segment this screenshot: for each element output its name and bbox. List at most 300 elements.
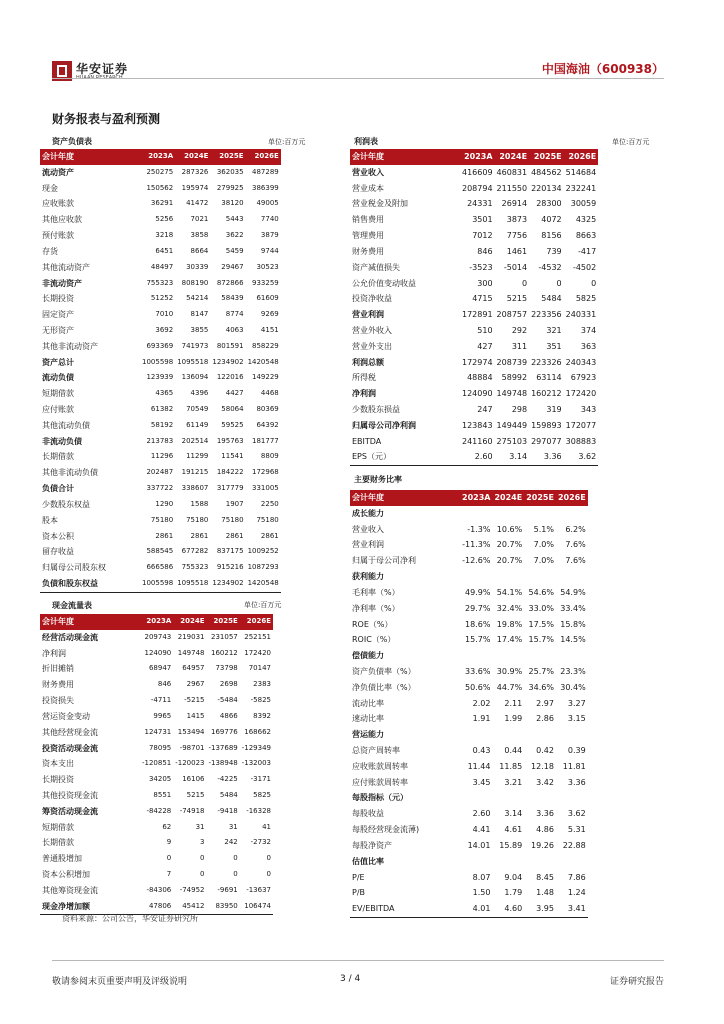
row-value: 211550 (496, 183, 528, 193)
row-value: 3218 (155, 231, 174, 240)
column-header-year: 2023A (140, 149, 175, 165)
table-row (350, 165, 598, 181)
row-label: 归属母公司净利润 (352, 420, 416, 430)
row-value: 41 (262, 822, 271, 831)
row-value (460, 506, 492, 522)
row-label: 存货 (42, 246, 58, 256)
row-value (556, 506, 588, 522)
row-value: 58439 (221, 294, 244, 303)
row-value: 362035 (216, 167, 244, 176)
row-value (556, 727, 588, 743)
row-value (460, 790, 492, 806)
row-value: 460831 (496, 167, 528, 177)
row-value: 3 (200, 838, 205, 847)
row-value: 343 (580, 405, 597, 414)
table-row (40, 228, 281, 244)
row-value (524, 727, 556, 743)
row-value: 16106 (182, 775, 205, 784)
header-divider (52, 78, 664, 79)
row-value: 4715 (472, 294, 493, 304)
row-label: 投资净收益 (352, 294, 392, 304)
row-value: 0 (266, 854, 271, 863)
row-value: 2250 (260, 499, 279, 508)
row-value: 7.6% (565, 556, 586, 566)
row-value: 4151 (260, 325, 279, 334)
row-label: 预付账款 (42, 231, 74, 241)
row-value: 5484 (541, 294, 562, 304)
row-value: 106474 (240, 899, 273, 915)
row-value: 3.36 (567, 777, 586, 787)
row-value: 3501 (472, 215, 493, 225)
row-label: 营业成本 (352, 183, 384, 193)
cash-flow-caption: 现金流量表 (52, 601, 92, 610)
row-value: 75180 (150, 515, 174, 524)
row-value: 149229 (252, 373, 279, 382)
row-label: 偿债能力 (352, 651, 384, 661)
row-value: 0.42 (536, 746, 554, 755)
row-value: 223326 (531, 357, 562, 367)
row-value (524, 854, 556, 870)
logo-text: 华安证券 (76, 62, 129, 76)
table-row (350, 244, 598, 260)
row-value: 8664 (190, 246, 209, 255)
row-value: 1290 (155, 499, 174, 508)
row-value: 30523 (256, 262, 279, 271)
row-label: ROIC（%） (352, 635, 396, 645)
row-value: -138948 (208, 759, 238, 768)
row-value: -132003 (241, 759, 271, 768)
row-value: 30.9% (496, 666, 523, 676)
table-row (350, 434, 598, 450)
row-value: 3.14 (504, 809, 523, 819)
row-value: -84228 (146, 806, 172, 815)
row-label: 销售费用 (352, 215, 384, 225)
row-value: 3.45 (472, 777, 491, 787)
row-value: -12.6% (462, 556, 491, 566)
row-label: 短期借款 (42, 389, 74, 399)
table-row (40, 725, 273, 741)
row-value: 4866 (219, 711, 238, 720)
row-value (492, 854, 524, 870)
row-value: 1095518 (177, 357, 209, 366)
row-label: 营业利润 (352, 310, 384, 320)
row-value: 7012 (472, 231, 493, 241)
row-value: 3622 (225, 231, 244, 240)
row-value: 1.50 (472, 888, 491, 898)
table-row (350, 402, 598, 418)
row-value: 6.2% (565, 524, 586, 534)
row-label: 流动比率 (352, 698, 384, 708)
row-value: 5825 (253, 790, 271, 799)
table-row (40, 212, 281, 228)
table-row (40, 756, 273, 772)
row-value: 17.4% (496, 635, 523, 645)
row-value: 3858 (190, 231, 209, 240)
row-value: 160212 (531, 389, 562, 399)
row-value: 33.6% (465, 666, 491, 676)
row-label: 净负债比率（%） (352, 682, 416, 692)
row-value: 7.6% (565, 540, 586, 550)
row-value: 31 (195, 822, 205, 831)
row-value: 172968 (252, 468, 279, 477)
row-value: 172077 (565, 420, 597, 430)
row-value: 208757 (496, 310, 528, 320)
row-label: 其他流动负债 (42, 420, 90, 430)
row-value: 9 (166, 838, 172, 847)
column-header-year: 2025E (210, 149, 245, 165)
row-value: 252151 (244, 632, 271, 641)
row-value: -84306 (146, 885, 172, 894)
row-value: 15.89 (499, 840, 523, 850)
table-row (350, 885, 588, 901)
table-row (40, 630, 273, 646)
row-value: 64957 (182, 664, 205, 673)
row-value: 386399 (252, 183, 279, 192)
row-value: 5484 (219, 790, 238, 799)
row-value: 67923 (570, 373, 597, 383)
row-value: 15.7% (528, 635, 554, 645)
row-value: 58064 (221, 405, 244, 413)
table-row (40, 291, 281, 307)
row-value (460, 854, 492, 870)
row-label: 长期投资 (42, 775, 74, 785)
row-value: 510 (477, 325, 493, 335)
table-row (350, 418, 598, 434)
row-value: -11.3% (462, 540, 491, 550)
row-value: 693369 (146, 341, 174, 350)
row-value: 59525 (221, 420, 244, 429)
row-value: 2861 (155, 531, 174, 540)
table-row (40, 883, 273, 899)
row-value: -5014 (503, 262, 528, 272)
row-value: 122016 (216, 373, 244, 382)
table-row (350, 212, 598, 228)
row-label: 估值比率 (352, 856, 384, 866)
table-row (350, 585, 588, 601)
row-label: 毛利率（%） (352, 587, 400, 597)
table-row (40, 820, 273, 836)
row-value: 487289 (252, 167, 279, 176)
table-row (40, 276, 281, 292)
row-value: 9744 (260, 246, 279, 255)
row-value: -9691 (217, 885, 238, 894)
row-label: 资本公积 (42, 531, 74, 541)
row-value: 7.86 (567, 872, 586, 882)
row-label: 公允价值变动收益 (352, 278, 416, 288)
row-value: 220134 (531, 183, 562, 193)
row-value: 75180 (186, 515, 209, 524)
table-row (40, 804, 273, 820)
row-value: 4063 (225, 325, 244, 334)
row-label: 应付账款 (42, 405, 74, 414)
row-value: 150562 (146, 183, 174, 192)
row-value: 191215 (181, 468, 209, 477)
row-value: -2732 (250, 838, 271, 847)
row-value: 25.7% (528, 666, 554, 676)
row-value: 20.7% (496, 540, 523, 550)
row-label: 营运能力 (352, 730, 384, 740)
row-value: 11296 (150, 452, 174, 461)
row-value: 17.5% (528, 619, 554, 629)
row-value: 54214 (186, 294, 209, 303)
row-value: -5484 (217, 696, 238, 705)
table-row (40, 418, 281, 434)
row-value: 4072 (541, 215, 562, 225)
column-header-year: 2026E (556, 490, 588, 506)
row-value (524, 648, 556, 664)
table-row (350, 553, 588, 569)
row-value: 30.4% (560, 682, 586, 692)
row-value: 3.14 (495, 449, 530, 465)
row-label: 每股经营现金流薄) (352, 825, 420, 835)
row-value: 1009252 (247, 547, 279, 556)
page-number: 3 / 4 (340, 974, 361, 984)
table-row (350, 711, 588, 727)
table-row (40, 434, 281, 450)
table-row (350, 196, 598, 212)
column-header-year: 2023A (140, 614, 173, 630)
row-value: 1.99 (504, 714, 523, 724)
balance-sheet-unit: 单位:百万元 (268, 138, 306, 146)
row-value: 195763 (216, 436, 244, 445)
table-row (350, 790, 588, 806)
row-value: 1.48 (536, 888, 554, 898)
row-label: EBITDA (352, 436, 382, 446)
row-value (460, 569, 492, 585)
row-value: 8156 (541, 231, 562, 241)
row-value: 12.18 (531, 761, 554, 771)
row-value: 48884 (467, 373, 493, 383)
table-row (40, 661, 273, 677)
row-value (556, 648, 588, 664)
row-label: 折旧摊销 (42, 664, 74, 674)
table-row (350, 870, 588, 886)
table-row (350, 664, 588, 680)
column-header-year: 2025E (207, 614, 240, 630)
row-value: 10.6% (496, 524, 523, 534)
table-row (40, 260, 281, 276)
row-value: 677282 (181, 547, 209, 556)
row-value: 3.15 (567, 714, 586, 724)
row-value: 1.79 (504, 888, 523, 898)
table-row (350, 854, 588, 870)
row-value: 308883 (565, 436, 597, 446)
row-value: 9269 (260, 310, 279, 319)
row-value: 41472 (186, 199, 209, 208)
row-value: 195974 (181, 183, 209, 192)
section-title: 财务报表与盈利预测 (52, 112, 161, 126)
row-label: 每股净资产 (352, 840, 392, 850)
row-label: 流动资产 (42, 167, 74, 177)
row-label: 固定资产 (42, 310, 74, 320)
row-value: 311 (511, 341, 528, 351)
row-value: 213783 (146, 436, 174, 445)
row-value: 61609 (256, 294, 279, 303)
source-note: 资料来源：公司公告，华安证券研究所 (62, 914, 198, 923)
row-label: 营业收入 (352, 524, 384, 534)
row-value: 83950 (207, 899, 240, 915)
row-value: -1.3% (467, 524, 491, 534)
row-value: 0 (522, 278, 528, 288)
row-value (460, 727, 492, 743)
table-row (40, 402, 281, 418)
income-statement-unit: 单位:百万元 (612, 138, 650, 146)
row-value: -16328 (246, 806, 271, 815)
row-value: -5215 (184, 696, 205, 705)
row-value: 241160 (462, 436, 493, 446)
row-value: 739 (546, 246, 562, 256)
table-row (350, 901, 588, 917)
row-value: 50.6% (465, 682, 491, 692)
table-row (350, 806, 588, 822)
row-label: 所得税 (352, 373, 376, 383)
disclaimer-link[interactable]: 敬请参阅末页重要声明及评级说明 (52, 977, 188, 987)
row-value: 75180 (221, 515, 244, 524)
row-value: 9.04 (504, 872, 523, 882)
row-value: 33.4% (560, 603, 586, 613)
row-value: 2861 (260, 531, 279, 540)
table-row (350, 569, 588, 585)
table-row (40, 370, 281, 386)
row-value (492, 790, 524, 806)
row-label: 负债合计 (42, 484, 74, 494)
row-label: 应收账款周转率 (352, 761, 408, 771)
row-value (492, 506, 524, 522)
row-label: 财务费用 (352, 246, 384, 256)
row-value (460, 648, 492, 664)
row-value: 33.0% (528, 603, 554, 613)
row-value (524, 790, 556, 806)
column-header-year: 2023A (460, 149, 495, 165)
row-label: 短期借款 (42, 822, 74, 832)
row-label: 非流动资产 (42, 278, 82, 288)
row-value: 321 (546, 325, 562, 335)
row-label: 少数股东损益 (352, 405, 400, 414)
row-label: 利润总额 (352, 357, 384, 367)
row-value: 202514 (181, 436, 209, 445)
income-statement-table (350, 149, 672, 466)
row-value: 23.3% (560, 666, 586, 676)
row-value: 3.42 (536, 777, 554, 787)
row-value: 0.43 (472, 746, 491, 755)
row-value: 3873 (506, 215, 528, 225)
row-value: 858229 (252, 341, 279, 350)
row-label: 筹资活动现金流 (42, 806, 98, 816)
row-value: -4502 (572, 262, 597, 272)
row-value: -120851 (142, 759, 172, 768)
row-label: 经营活动现金流 (42, 632, 98, 642)
row-value: 78095 (148, 743, 172, 752)
table-row (40, 244, 281, 260)
table-row (40, 355, 281, 371)
row-label: 每股收益 (352, 809, 384, 819)
row-value: 5443 (225, 215, 244, 224)
row-value: 416609 (462, 167, 493, 177)
row-value: 741973 (181, 341, 209, 350)
column-header-year: 2026E (246, 149, 281, 165)
table-row (40, 513, 281, 529)
row-value: 1.91 (472, 714, 491, 724)
row-value: 2698 (219, 680, 238, 689)
row-value: 872866 (216, 278, 244, 287)
table-row (350, 228, 598, 244)
row-value: 172420 (244, 648, 271, 657)
table-row (40, 851, 273, 867)
row-label: 流动负债 (42, 373, 74, 383)
row-value: 172891 (462, 310, 493, 320)
table-row (40, 646, 273, 662)
table-row (40, 165, 281, 181)
row-value: 1234902 (210, 576, 245, 592)
row-value: 933259 (252, 278, 279, 287)
row-value: 153494 (177, 727, 205, 736)
row-label: 营业外收入 (352, 325, 392, 335)
row-value: 1461 (506, 246, 528, 256)
row-value: 149748 (496, 389, 528, 399)
row-value: -417 (578, 246, 597, 256)
table-row (350, 838, 588, 854)
table-row (350, 632, 588, 648)
row-value: 172420 (565, 389, 597, 399)
row-label: 现金净增加额 (40, 899, 140, 915)
table-row (350, 181, 598, 197)
income-statement-caption: 利润表 (354, 137, 378, 146)
row-value: 5.1% (533, 524, 554, 534)
row-value: 0 (556, 278, 562, 288)
column-header-year: 2023A (460, 490, 492, 506)
row-value: -74952 (179, 885, 205, 894)
row-value: 184222 (216, 468, 244, 477)
row-value: 70549 (186, 405, 209, 413)
row-value: 8.07 (472, 872, 491, 882)
row-value: 58992 (501, 373, 528, 383)
table-row (350, 386, 598, 402)
row-value: 136094 (181, 373, 209, 382)
row-value: -4532 (538, 262, 562, 272)
column-header-label: 会计年度 (350, 149, 460, 165)
table-header-row (40, 614, 273, 630)
table-row (350, 617, 588, 633)
table-header-row (350, 490, 588, 506)
row-value: 168662 (244, 727, 271, 736)
row-value: 514684 (565, 167, 597, 177)
row-label: 现金 (42, 183, 58, 193)
row-value: 26914 (501, 199, 528, 209)
row-value: -137689 (208, 743, 238, 752)
column-header-label: 会计年度 (350, 490, 460, 506)
balance-sheet-table (40, 149, 330, 593)
row-value: 124731 (144, 727, 172, 736)
row-value: 2.60 (460, 449, 495, 465)
row-value: 19.26 (531, 840, 554, 850)
row-label: 长期借款 (42, 452, 74, 462)
row-label: 投资损失 (42, 696, 74, 706)
footer-divider (52, 960, 664, 961)
row-value: 11.85 (499, 761, 523, 771)
row-value: 4325 (575, 215, 597, 225)
row-value: 51252 (150, 294, 174, 303)
row-value: 1095518 (175, 576, 210, 592)
row-label: 营运资金变动 (42, 711, 90, 721)
row-label: 净利润 (42, 648, 66, 658)
row-value: 2861 (190, 531, 209, 540)
row-value: 1588 (190, 499, 209, 508)
row-value: 58192 (150, 420, 174, 429)
row-value: 30059 (570, 199, 597, 209)
row-value: 8809 (260, 452, 279, 461)
row-value: 54.6% (528, 587, 554, 597)
ratios-caption: 主要财务比率 (354, 475, 402, 484)
